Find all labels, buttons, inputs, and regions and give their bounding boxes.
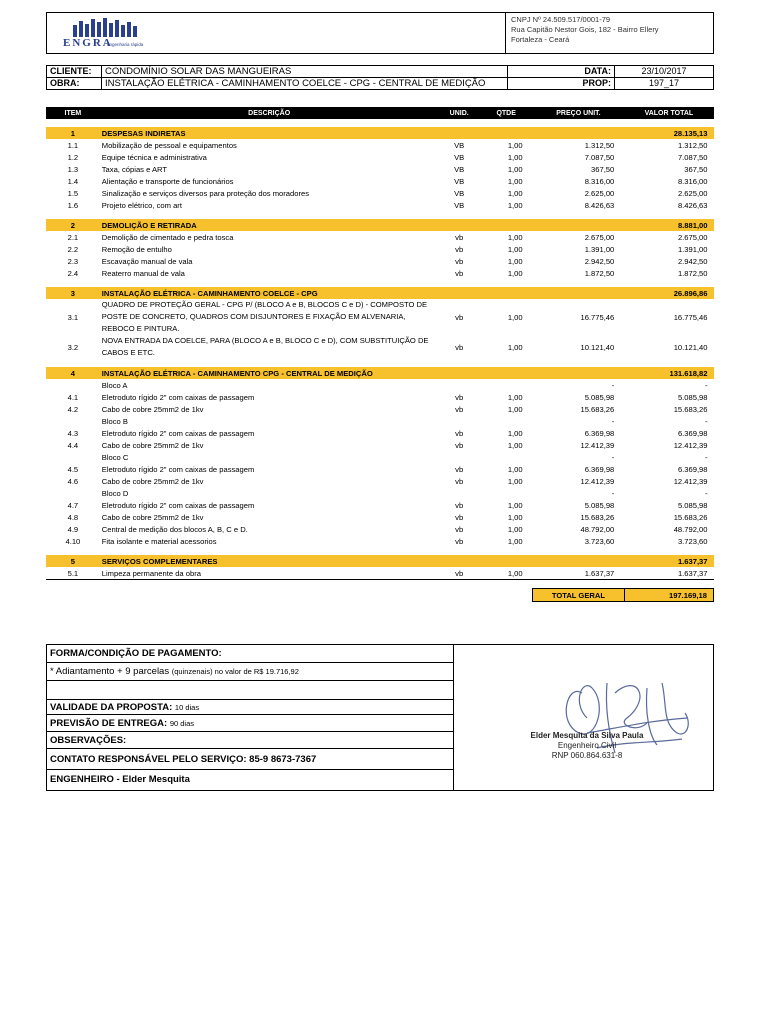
table-row: [46, 199, 714, 211]
budget-table-body: [46, 119, 714, 580]
section-price-empty: [533, 367, 625, 379]
section-header-row: [46, 555, 714, 567]
row-item-number: 2.1: [67, 232, 79, 242]
row-unit-price: 5.085,98: [584, 392, 615, 402]
row-unit-price: 15.683,26: [580, 404, 615, 414]
row-unit: VB: [454, 164, 465, 174]
row-qty: 1,00: [507, 152, 523, 162]
row-total: 7.087,50: [677, 152, 708, 162]
row-qty: 1,00: [507, 140, 523, 150]
observations: OBSERVAÇÕES:: [47, 733, 453, 749]
row-description: Reaterro manual de vala: [101, 268, 185, 278]
row-description: Cabo de cobre 25mm2 de 1kv: [101, 440, 204, 450]
table-row: [46, 499, 714, 511]
row-item-number: 1.4: [67, 176, 79, 186]
row-unit-price: 8.316,00: [584, 176, 615, 186]
company-info: [511, 15, 659, 45]
row-description: Taxa, cópias e ART: [101, 164, 168, 174]
row-qty: 1,00: [507, 164, 523, 174]
section-header-row: [46, 127, 714, 139]
table-row: [46, 451, 714, 463]
row-unit-price: 16.775,46: [580, 312, 615, 322]
row-description: Escavação manual de vala: [101, 256, 193, 266]
row-qty: [480, 487, 533, 499]
row-qty: 1,00: [507, 512, 523, 522]
row-unit-price: 1.872,50: [584, 268, 615, 278]
client-label: CLIENTE:: [47, 66, 102, 78]
document-header: [46, 12, 714, 54]
row-description: Eletroduto rígido 2" com caixas de passagem: [101, 392, 255, 402]
row-item-number: 5.1: [46, 567, 100, 580]
row-qty: 1,00: [507, 200, 523, 210]
row-item-number: 1.1: [67, 140, 79, 150]
row-unit: vb: [455, 342, 464, 352]
row-description: Bloco D: [101, 488, 129, 498]
row-qty: 1,00: [507, 404, 523, 414]
row-unit: VB: [454, 152, 465, 162]
row-total: 2.942,50: [677, 256, 708, 266]
row-item-number: 1.3: [67, 164, 79, 174]
row-total: 48.792,00: [673, 524, 708, 534]
row-unit: VB: [454, 140, 465, 150]
row-qty: 1,00: [507, 176, 523, 186]
row-description: Cabo de cobre 25mm2 de 1kv: [101, 404, 204, 414]
payment-installments: * Adiantamento + 9 parcelas (quinzenais) no valor de R$ 19.716,92: [47, 663, 453, 681]
company-cnpj: CNPJ Nº 24.509.517/0001-79: [511, 15, 611, 24]
row-total: 6.369,98: [677, 464, 708, 474]
date-value: 23/10/2017: [615, 66, 714, 78]
row-total: 1.312,50: [677, 140, 708, 150]
row-item-number: [46, 379, 100, 391]
row-item-number: 4.9: [67, 524, 79, 534]
section-total: 28.135,13: [624, 127, 713, 139]
row-total: 6.369,98: [677, 428, 708, 438]
row-item-number: 3.1: [67, 312, 79, 322]
row-unit-price: 7.087,50: [584, 152, 615, 162]
table-row: [46, 523, 714, 535]
col-header-total: VALOR TOTAL: [624, 107, 713, 119]
engineer-name: ENGENHEIRO - Elder Mesquita: [50, 774, 190, 785]
row-unit-price: 5.085,98: [584, 500, 615, 510]
table-row: [46, 175, 714, 187]
service-contact: CONTATO RESPONSÁVEL PELO SERVIÇO: 85-9 8673-7367: [47, 750, 453, 770]
row-unit: vb: [455, 512, 464, 522]
table-row: [46, 163, 714, 175]
section-qty-empty: [480, 287, 533, 299]
row-unit-price: 15.683,26: [580, 512, 615, 522]
table-row: [46, 231, 714, 243]
row-unit: vb: [455, 312, 464, 322]
col-header-unit: UNID.: [439, 107, 480, 119]
row-description: Eletroduto rígido 2" com caixas de passagem: [101, 500, 255, 510]
row-description: Sinalização e serviços diversos para proteção dos moradores: [101, 188, 309, 198]
section-unit-empty: [439, 287, 480, 299]
table-row: [46, 475, 714, 487]
section-number: 2: [46, 219, 100, 231]
row-total: 3.723,60: [677, 536, 708, 546]
row-total: 1.637,37: [624, 567, 713, 580]
table-row: [46, 187, 714, 199]
row-item-number: 4.6: [67, 476, 79, 486]
row-description: Fita isolante e material acessorios: [101, 536, 217, 546]
table-row: [46, 403, 714, 415]
row-unit-price: -: [611, 416, 615, 426]
row-qty: [480, 379, 533, 391]
row-total: 367,50: [684, 164, 708, 174]
row-total: -: [704, 380, 708, 390]
row-unit: vb: [455, 232, 464, 242]
table-row: [46, 567, 714, 580]
row-total: -: [704, 488, 708, 498]
row-unit: VB: [454, 188, 465, 198]
row-unit-price: 6.369,98: [584, 464, 615, 474]
section-total: 1.637,37: [624, 555, 713, 567]
row-unit-price: 8.426,63: [584, 200, 615, 210]
row-item-number: 4.3: [67, 428, 79, 438]
section-qty-empty: [480, 219, 533, 231]
row-unit-price: -: [611, 380, 615, 390]
section-header-row: [46, 287, 714, 299]
row-unit: vb: [455, 464, 464, 474]
payment-conditions: [46, 644, 714, 791]
col-header-qty: QTDE: [480, 107, 533, 119]
section-qty-empty: [480, 555, 533, 567]
row-total: 10.121,40: [673, 342, 708, 352]
row-description: Eletroduto rígido 2" com caixas de passagem: [101, 428, 255, 438]
row-description: Remoção de entulho: [101, 244, 172, 254]
row-unit: vb: [455, 524, 464, 534]
row-description: Alientação e transporte de funcionários: [101, 176, 234, 186]
section-unit-empty: [439, 219, 480, 231]
row-description: Bloco B: [101, 416, 128, 426]
row-description: QUADRO DE PROTEÇÃO GERAL - CPG P/ (BLOCO A e B, BLOCOS C e D) - COMPOSTO DE POSTE DE CONCRETO, QUADROS COM DISJUNTORES E FIXAÇÃO EM ALVENARIA, REBOCO E PINTURA.: [101, 300, 428, 333]
row-description: Mobilização de pessoal e equipamentos: [101, 140, 237, 150]
table-row: [46, 255, 714, 267]
row-item-number: 4.10: [65, 536, 81, 546]
section-title: INSTALAÇÃO ELÉTRICA - CAMINHAMENTO CPG - CENTRAL DE MEDIÇÃO: [100, 367, 439, 379]
table-row: [46, 299, 714, 335]
row-unit: vb: [455, 244, 464, 254]
table-row: [46, 487, 714, 499]
row-item-number: 4.2: [67, 404, 79, 414]
row-unit-price: 1.637,37: [533, 567, 625, 580]
row-unit: [439, 415, 480, 427]
row-total: 12.412,39: [673, 476, 708, 486]
section-header-row: [46, 367, 714, 379]
row-total: -: [704, 416, 708, 426]
engineer-stamp: [507, 731, 667, 761]
row-total: 8.316,00: [677, 176, 708, 186]
table-row: [46, 535, 714, 547]
section-qty-empty: [480, 127, 533, 139]
section-title: INSTALAÇÃO ELÉTRICA - CAMINHAMENTO COELCE - CPG: [100, 287, 439, 299]
row-description: Limpeza permanente da obra: [100, 567, 439, 580]
row-qty: 1,00: [507, 312, 523, 322]
company-address: Rua Capitão Nestor Gois, 182 - Bairro Ellery: [511, 25, 659, 34]
section-price-empty: [533, 555, 625, 567]
row-item-number: [46, 451, 100, 463]
row-unit-price: 12.412,39: [580, 440, 615, 450]
row-qty: [480, 415, 533, 427]
stamp-registry: RNP 060.864.631-8: [551, 751, 623, 760]
row-total: 15.683,26: [673, 512, 708, 522]
grand-total-value: 197.169,18: [624, 589, 713, 602]
row-total: 15.683,26: [673, 404, 708, 414]
row-description: NOVA ENTRADA DA COELCE, PARA (BLOCO A e B, BLOCO C e D), COM SUBSTITUIÇÃO DE CABOS E ETC.: [101, 336, 429, 357]
stamp-name: Elder Mesquita da Silva Paula: [530, 731, 644, 740]
row-unit: vb: [455, 256, 464, 266]
section-title: SERVIÇOS COMPLEMENTARES: [100, 555, 439, 567]
row-qty: 1,00: [507, 440, 523, 450]
table-row: [46, 379, 714, 391]
row-item-number: 3.2: [67, 342, 79, 352]
row-qty: 1,00: [507, 524, 523, 534]
row-item-number: 2.4: [67, 268, 79, 278]
client-info-table: [46, 65, 714, 90]
col-header-unit-price: PREÇO UNIT.: [533, 107, 625, 119]
col-header-item: ITEM: [46, 107, 100, 119]
row-total: 16.775,46: [673, 312, 708, 322]
row-item-number: 4.7: [67, 500, 79, 510]
section-unit-empty: [439, 127, 480, 139]
row-total: 2.625,00: [677, 188, 708, 198]
row-item-number: 1.2: [67, 152, 79, 162]
row-unit: vb: [455, 404, 464, 414]
col-header-description: DESCRIÇÃO: [100, 107, 439, 119]
row-description: Cabo de cobre 25mm2 de 1kv: [101, 512, 204, 522]
budget-table: [46, 107, 714, 602]
row-total: 5.085,98: [677, 392, 708, 402]
row-unit: vb: [455, 392, 464, 402]
row-unit-price: 1.391,00: [584, 244, 615, 254]
proposal-validity: VALIDADE DA PROPOSTA: 10 dias: [47, 699, 453, 715]
row-description: Bloco C: [101, 452, 129, 462]
table-row: [46, 139, 714, 151]
row-unit-price: 12.412,39: [580, 476, 615, 486]
section-number: 3: [46, 287, 100, 299]
section-number: 1: [46, 127, 100, 139]
section-header-row: [46, 219, 714, 231]
row-unit-price: 2.625,00: [584, 188, 615, 198]
payment-title: FORMA/CONDIÇÃO DE PAGAMENTO:: [47, 645, 453, 663]
section-title: DEMOLIÇÃO E RETIRADA: [100, 219, 439, 231]
table-row: [46, 335, 714, 359]
row-qty: 1,00: [507, 536, 523, 546]
row-unit: vb: [455, 536, 464, 546]
table-header-row: [46, 107, 714, 119]
row-unit: [439, 451, 480, 463]
table-row: [46, 427, 714, 439]
row-item-number: 2.3: [67, 256, 79, 266]
row-total: 1.872,50: [677, 268, 708, 278]
section-unit-empty: [439, 555, 480, 567]
logo-tagline: engenharia rápida: [107, 42, 144, 47]
row-unit-price: 3.723,60: [584, 536, 615, 546]
row-qty: 1,00: [507, 188, 523, 198]
row-unit-price: 48.792,00: [580, 524, 615, 534]
row-unit-price: -: [611, 452, 615, 462]
row-qty: 1,00: [507, 268, 523, 278]
section-unit-empty: [439, 367, 480, 379]
client-value: CONDOMÍNIO SOLAR DAS MANGUEIRAS: [102, 66, 508, 78]
table-row: [46, 463, 714, 475]
row-unit: vb: [455, 440, 464, 450]
row-description: Central de medição dos blocos A, B, C e D.: [101, 524, 248, 534]
delivery-forecast: PREVISÃO DE ENTREGA: 90 dias: [47, 716, 453, 732]
row-total: 12.412,39: [673, 440, 708, 450]
row-qty: 1,00: [507, 476, 523, 486]
row-qty: 1,00: [480, 567, 533, 580]
table-row: [46, 243, 714, 255]
section-number: 5: [46, 555, 100, 567]
row-unit-price: 2.942,50: [584, 256, 615, 266]
row-unit: VB: [454, 200, 465, 210]
row-description: Eletroduto rígido 2" com caixas de passagem: [101, 464, 255, 474]
row-unit: vb: [455, 500, 464, 510]
table-row: [46, 267, 714, 279]
prop-label: PROP:: [508, 78, 615, 90]
row-total: 1.391,00: [677, 244, 708, 254]
row-description: Projeto elétrico, com art: [101, 200, 182, 210]
section-total: 8.881,00: [624, 219, 713, 231]
row-item-number: 2.2: [67, 244, 79, 254]
row-qty: 1,00: [507, 464, 523, 474]
row-item-number: 1.5: [67, 188, 79, 198]
row-unit: vb: [455, 268, 464, 278]
row-qty: 1,00: [507, 500, 523, 510]
section-total: 26.896,86: [624, 287, 713, 299]
section-qty-empty: [480, 367, 533, 379]
row-unit-price: 10.121,40: [580, 342, 615, 352]
row-qty: 1,00: [507, 428, 523, 438]
grand-total-row: [46, 589, 714, 602]
stamp-title: Engenheiro Civil: [557, 741, 617, 750]
obra-label: OBRA:: [47, 78, 102, 90]
company-logo: [53, 15, 163, 52]
row-item-number: [46, 487, 100, 499]
company-city: Fortaleza - Ceará: [511, 35, 570, 44]
row-item-number: [46, 415, 100, 427]
row-qty: 1,00: [507, 342, 523, 352]
table-row: [46, 151, 714, 163]
table-row: [46, 415, 714, 427]
row-description: Cabo de cobre 25mm2 de 1kv: [101, 476, 204, 486]
table-row: [46, 511, 714, 523]
logo-name: ENGRA: [63, 37, 113, 49]
row-total: 2.675,00: [677, 232, 708, 242]
row-qty: 1,00: [507, 392, 523, 402]
row-description: Equipe técnica e administrativa: [101, 152, 207, 162]
row-unit-price: 2.675,00: [584, 232, 615, 242]
row-item-number: 4.1: [67, 392, 79, 402]
row-description: Bloco A: [101, 380, 128, 390]
prop-value: 197_17: [615, 78, 714, 90]
row-unit-price: -: [611, 488, 615, 498]
row-unit: [439, 379, 480, 391]
row-qty: [480, 451, 533, 463]
table-row: [46, 391, 714, 403]
row-item-number: 4.5: [67, 464, 79, 474]
row-unit-price: 1.312,50: [584, 140, 615, 150]
row-unit: vb: [455, 476, 464, 486]
row-item-number: 1.6: [67, 200, 79, 210]
row-unit: VB: [454, 176, 465, 186]
row-item-number: 4.8: [67, 512, 79, 522]
row-unit-price: 6.369,98: [584, 428, 615, 438]
row-qty: 1,00: [507, 232, 523, 242]
row-total: 5.085,98: [677, 500, 708, 510]
section-number: 4: [46, 367, 100, 379]
row-qty: 1,00: [507, 256, 523, 266]
row-unit: vb: [455, 428, 464, 438]
row-unit: vb: [439, 567, 480, 580]
section-price-empty: [533, 219, 625, 231]
grand-total-label: TOTAL GERAL: [533, 589, 625, 602]
section-title: DESPESAS INDIRETAS: [100, 127, 439, 139]
section-price-empty: [533, 127, 625, 139]
row-item-number: 4.4: [67, 440, 79, 450]
row-total: 8.426,63: [677, 200, 708, 210]
row-description: Demolição de cimentado e pedra tosca: [101, 232, 234, 242]
row-unit-price: 367,50: [591, 164, 615, 174]
row-unit: [439, 487, 480, 499]
section-price-empty: [533, 287, 625, 299]
obra-value: INSTALAÇÃO ELÉTRICA - CAMINHAMENTO COELCE - CPG - CENTRAL DE MEDIÇÃO: [102, 78, 508, 90]
section-total: 131.618,82: [624, 367, 713, 379]
table-row: [46, 439, 714, 451]
date-label: DATA:: [508, 66, 615, 78]
row-qty: 1,00: [507, 244, 523, 254]
row-total: -: [704, 452, 708, 462]
